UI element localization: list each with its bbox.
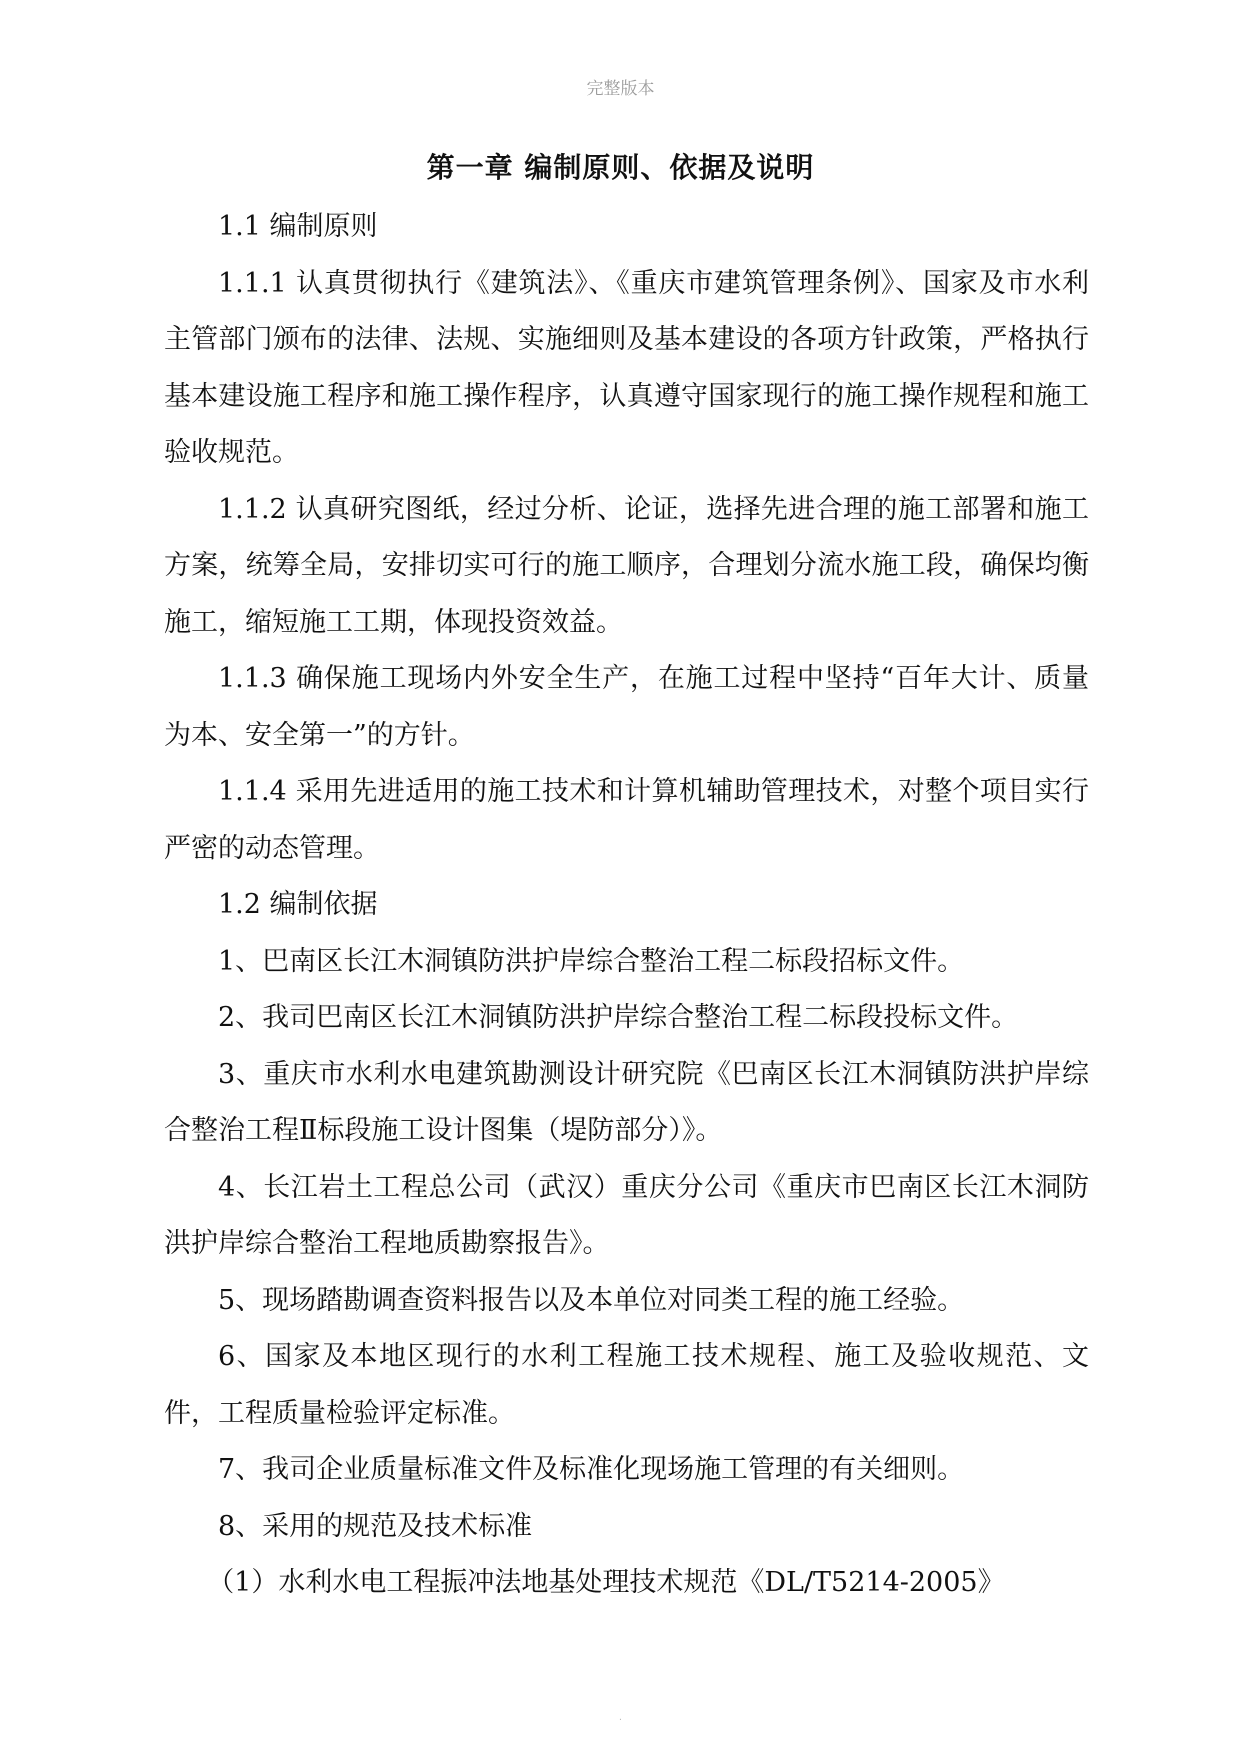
section-heading-1-1: 1.1 编制原则 (218, 211, 378, 242)
basis-item-5: 5、现场踏勘调查资料报告以及本单位对同类工程的施工经验。 (218, 1284, 965, 1316)
page-footer-mark: . (618, 1712, 623, 1723)
basis-item-4: 4、长江岩土工程总公司（武汉）重庆分公司《重庆市巴南区长江木洞防洪护岸综合整治工程地质勘察报告》。 (164, 1171, 1089, 1259)
basis-item-6: 6、国家及本地区现行的水利工程施工技术规程、施工及验收规范、文件，工程质量检验评定标准。 (164, 1341, 1089, 1429)
basis-item-7: 7、我司企业质量标准文件及标准化现场施工管理的有关细则。 (218, 1454, 965, 1485)
paragraph-1-1-3: 1.1.3 确保施工现场内外安全生产，在施工过程中坚持“百年大计、质量为本、安全第一”的方针。 (164, 663, 1089, 751)
paragraph-1-1-4: 1.1.4 采用先进适用的施工技术和计算机辅助管理技术，对整个项目实行严密的动态管理。 (164, 776, 1089, 864)
paragraph-1-1-1: 1.1.1 认真贯彻执行《建筑法》、《重庆市建筑管理条例》、国家及市水利主管部门颁布的法律、法规、实施细则及基本建设的各项方针政策，严格执行基本建设施工程序和施工操作程序，认真遵守国家现行的施工操作规程和施工验收规范。 (164, 267, 1089, 468)
basis-item-3: 3、重庆市水利水电建筑勘测设计研究院《巴南区长江木洞镇防洪护岸综合整治工程Ⅱ标段施工设计图集（堤防部分）》。 (164, 1058, 1089, 1146)
basis-item-2: 2、我司巴南区长江木洞镇防洪护岸综合整治工程二标段投标文件。 (218, 1002, 1019, 1033)
basis-item-1: 1、巴南区长江木洞镇防洪护岸综合整治工程二标段招标文件。 (218, 945, 965, 977)
standard-item-1: （1）水利水电工程振冲法地基处理技术规范《DL/T5214-2005》 (207, 1567, 1005, 1598)
chapter-title: 第一章 编制原则、依据及说明 (426, 151, 815, 184)
document-body (164, 199, 1089, 1612)
basis-item-8: 8、采用的规范及技术标准 (218, 1510, 533, 1542)
paragraph-1-1-2: 1.1.2 认真研究图纸，经过分析、论证，选择先进合理的施工部署和施工方案，统筹全局，安排切实可行的施工顺序，合理划分流水施工段，确保均衡施工，缩短施工工期，体现投资效益。 (164, 493, 1089, 638)
section-heading-1-2: 1.2 编制依据 (218, 889, 378, 920)
page-header-watermark: 完整版本 (586, 79, 655, 99)
